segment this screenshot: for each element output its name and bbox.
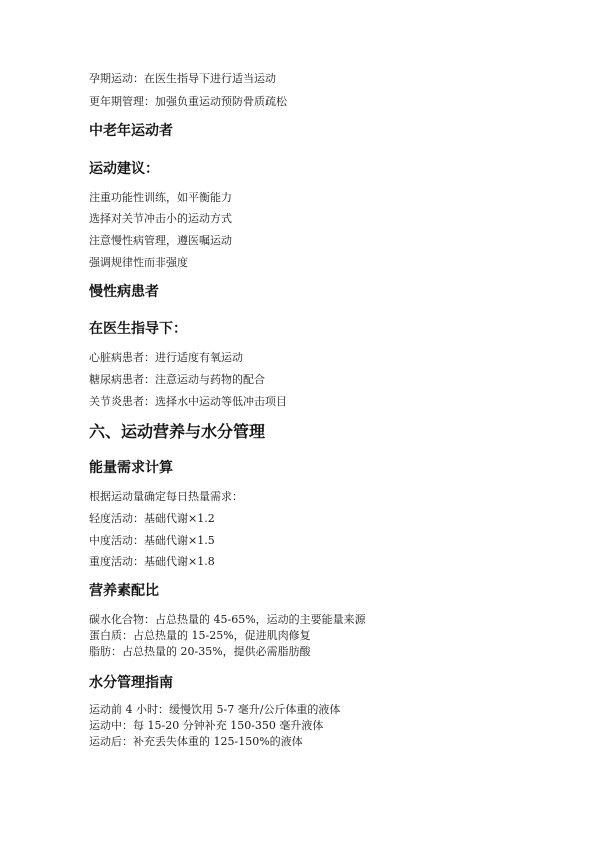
- elderly-subheading: 运动建议：: [89, 161, 159, 177]
- list-item: 糖尿病患者：注意运动与药物的配合: [89, 373, 265, 386]
- energy-intro: 根据运动量确定每日热量需求：: [89, 490, 243, 503]
- list-item: 注重功能性训练，如平衡能力: [89, 191, 232, 204]
- list-item: 选择对关节冲击小的运动方式: [89, 212, 232, 225]
- list-item: 碳水化合物：占总热量的 45-65%，运动的主要能量来源: [89, 613, 366, 626]
- list-item: 关节炎患者：选择水中运动等低冲击项目: [89, 395, 287, 408]
- list-item: 心脏病患者：进行适度有氧运动: [89, 351, 243, 364]
- chapter-title: 六、运动营养与水分管理: [89, 422, 266, 441]
- chronic-heading: 慢性病患者: [89, 284, 159, 300]
- list-item: 强调规律性而非强度: [89, 256, 188, 269]
- energy-heading: 能量需求计算: [89, 460, 173, 476]
- chronic-subheading: 在医生指导下：: [89, 321, 187, 337]
- list-item: 注意慢性病管理，遵医嘱运动: [89, 234, 232, 247]
- list-item: 蛋白质：占总热量的 15-25%，促进肌肉修复: [89, 629, 311, 642]
- list-item: 运动中：每 15-20 分钟补充 150-350 毫升液体: [89, 719, 324, 732]
- hydration-heading: 水分管理指南: [89, 675, 173, 691]
- list-item: 中度活动：基础代谢×1.5: [89, 534, 215, 547]
- list-item: 脂肪：占总热量的 20-35%，提供必需脂肪酸: [89, 645, 311, 658]
- elderly-heading: 中老年运动者: [89, 123, 173, 139]
- menopause-line: 更年期管理：加强负重运动预防骨质疏松: [89, 95, 287, 108]
- macros-heading: 营养素配比: [89, 583, 159, 599]
- list-item: 重度活动：基础代谢×1.8: [89, 555, 215, 568]
- list-item: 运动后：补充丢失体重的 125-150%的液体: [89, 735, 303, 748]
- pregnancy-line: 孕期运动：在医生指导下进行适当运动: [89, 72, 276, 85]
- list-item: 轻度活动：基础代谢×1.2: [89, 512, 215, 525]
- list-item: 运动前 4 小时：缓慢饮用 5-7 毫升/公斤体重的液体: [89, 703, 341, 716]
